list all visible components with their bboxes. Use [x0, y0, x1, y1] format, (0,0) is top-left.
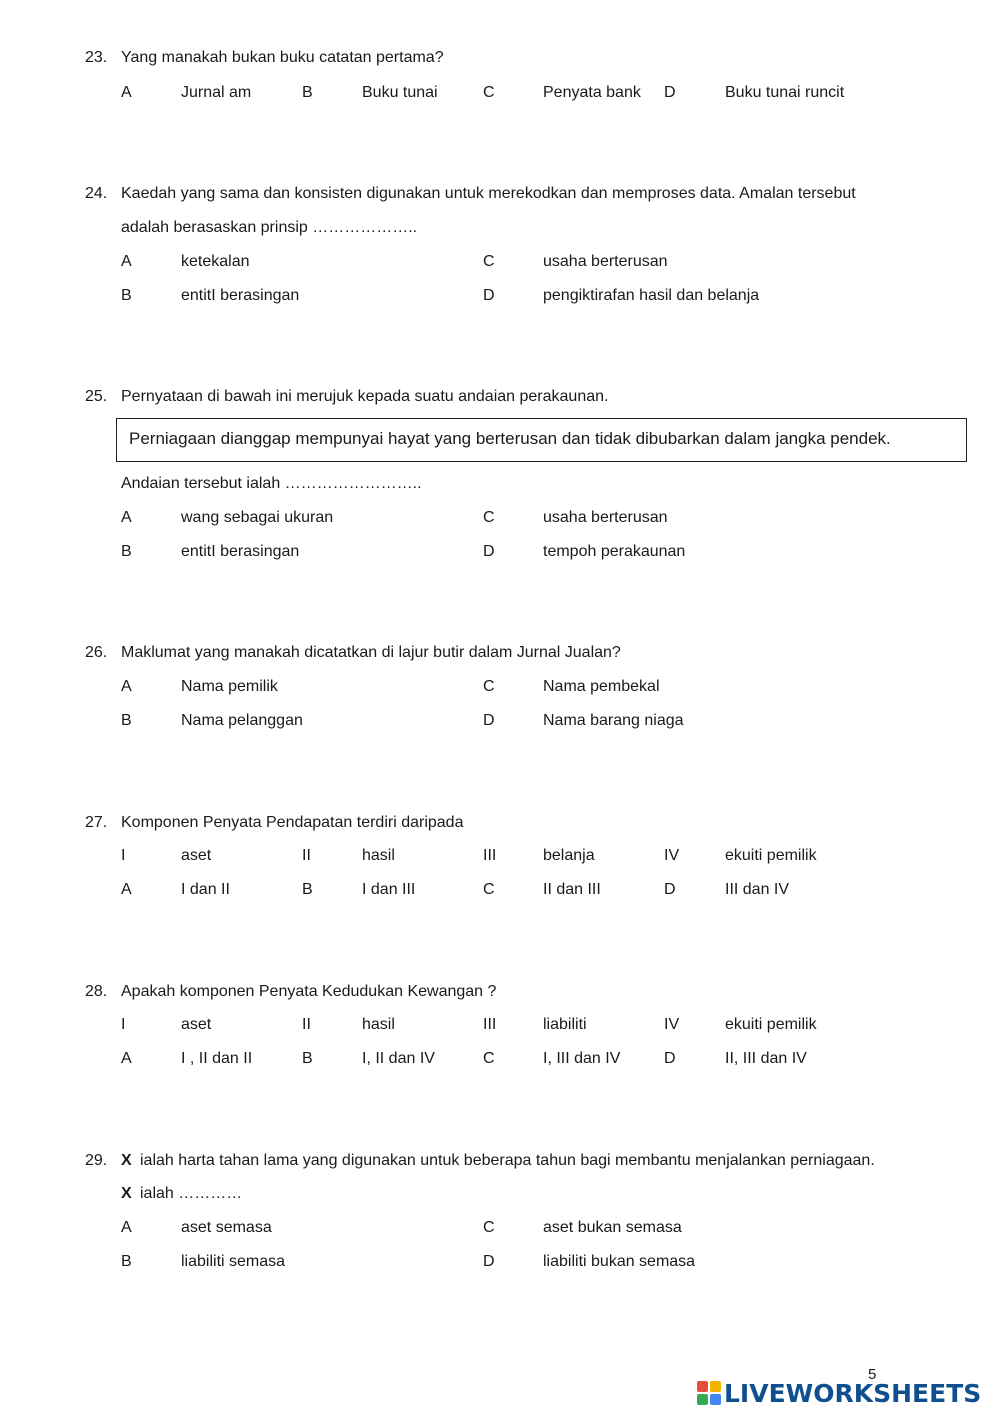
- option-text[interactable]: Nama pembekal: [543, 678, 660, 695]
- option-letter: B: [121, 287, 132, 304]
- question-number: 23.: [85, 49, 108, 66]
- option-letter: A: [121, 1050, 132, 1067]
- option-letter: B: [302, 1050, 313, 1067]
- option-letter: C: [483, 678, 495, 695]
- option-letter: C: [483, 509, 495, 526]
- option-letter: C: [483, 1050, 495, 1067]
- option-letter: C: [483, 84, 495, 101]
- logo-text: LIVEWORKSHEETS: [724, 1378, 982, 1408]
- variable-x: X: [121, 1185, 132, 1202]
- option-text[interactable]: I, II dan IV: [362, 1050, 435, 1067]
- option-text[interactable]: liabiliti semasa: [181, 1253, 286, 1270]
- option-text[interactable]: I, III dan IV: [543, 1050, 621, 1067]
- option-letter: D: [483, 1253, 495, 1270]
- option-text[interactable]: Nama pemilik: [181, 678, 278, 695]
- option-letter: A: [121, 1219, 132, 1236]
- roman-numeral: I: [121, 847, 126, 864]
- option-text[interactable]: I dan II: [181, 881, 230, 898]
- question-number: 26.: [85, 644, 108, 661]
- option-text[interactable]: Nama pelanggan: [181, 712, 303, 729]
- item-text: hasil: [362, 847, 395, 864]
- option-letter: A: [121, 881, 132, 898]
- option-letter: D: [483, 543, 495, 560]
- item-text: aset: [181, 847, 212, 864]
- item-text: belanja: [543, 847, 595, 864]
- option-letter: C: [483, 881, 495, 898]
- option-text[interactable]: III dan IV: [725, 881, 790, 898]
- option-text[interactable]: Penyata bank: [543, 84, 641, 101]
- question-text: adalah berasaskan prinsip ………………..: [121, 219, 418, 236]
- question-text: Pernyataan di bawah ini merujuk kepada suatu andaian perakaunan.: [121, 388, 609, 405]
- option-letter: D: [483, 712, 495, 729]
- option-letter: B: [121, 1253, 132, 1270]
- item-text: ekuiti pemilik: [725, 847, 817, 864]
- question-number: 25.: [85, 388, 108, 405]
- option-letter: C: [483, 1219, 495, 1236]
- option-letter: B: [121, 543, 132, 560]
- option-letter: B: [302, 881, 313, 898]
- option-letter: A: [121, 84, 132, 101]
- page-number: 5: [868, 1366, 877, 1383]
- option-text[interactable]: Buku tunai: [362, 84, 438, 101]
- item-text: aset: [181, 1016, 212, 1033]
- roman-numeral: III: [483, 847, 497, 864]
- question-number: 28.: [85, 983, 108, 1000]
- option-text[interactable]: I dan III: [362, 881, 416, 898]
- statement-text: Perniagaan dianggap mempunyai hayat yang berterusan dan tidak dibubarkan dalam jangka pendek.: [129, 429, 891, 448]
- question-text: Yang manakah bukan buku catatan pertama?: [121, 49, 444, 66]
- option-text[interactable]: Jurnal am: [181, 84, 252, 101]
- option-text[interactable]: aset semasa: [181, 1219, 272, 1236]
- option-text[interactable]: Nama barang niaga: [543, 712, 684, 729]
- option-text[interactable]: usaha berterusan: [543, 253, 668, 270]
- option-text[interactable]: pengiktirafan hasil dan belanja: [543, 287, 760, 304]
- question-number: 24.: [85, 185, 108, 202]
- option-text[interactable]: tempoh perakaunan: [543, 543, 686, 560]
- roman-numeral: IV: [664, 1016, 680, 1033]
- option-letter: B: [302, 84, 313, 101]
- option-text[interactable]: usaha berterusan: [543, 509, 668, 526]
- roman-numeral: III: [483, 1016, 497, 1033]
- statement-box: [116, 418, 967, 462]
- item-text: ekuiti pemilik: [725, 1016, 817, 1033]
- question-text: Apakah komponen Penyata Kedudukan Kewangan ?: [121, 983, 497, 1000]
- option-letter: A: [121, 509, 132, 526]
- roman-numeral: II: [302, 1016, 311, 1033]
- option-text[interactable]: ketekalan: [181, 253, 250, 270]
- option-letter: A: [121, 678, 132, 695]
- question-stem: ialah …………: [140, 1185, 243, 1202]
- option-letter: D: [664, 84, 676, 101]
- option-text[interactable]: II, III dan IV: [725, 1050, 807, 1067]
- question-stem: Andaian tersebut ialah ……………………..: [121, 475, 422, 492]
- question-text: Komponen Penyata Pendapatan terdiri daripada: [121, 814, 464, 831]
- question-text: Kaedah yang sama dan konsisten digunakan untuk merekodkan dan memproses data. Amalan tersebut: [121, 185, 856, 202]
- variable-x: X: [121, 1152, 132, 1169]
- item-text: hasil: [362, 1016, 395, 1033]
- option-letter: C: [483, 253, 495, 270]
- option-text[interactable]: II dan III: [543, 881, 601, 898]
- option-text[interactable]: I , II dan II: [181, 1050, 253, 1067]
- option-text[interactable]: entitI berasingan: [181, 287, 300, 304]
- logo-icon: [697, 1381, 721, 1405]
- roman-numeral: I: [121, 1016, 126, 1033]
- option-text[interactable]: liabiliti bukan semasa: [543, 1253, 696, 1270]
- item-text: liabiliti: [543, 1016, 587, 1033]
- option-text[interactable]: wang sebagai ukuran: [181, 509, 334, 526]
- roman-numeral: IV: [664, 847, 680, 864]
- roman-numeral: II: [302, 847, 311, 864]
- question-text: ialah harta tahan lama yang digunakan untuk beberapa tahun bagi membantu menjalankan perniagaan.: [140, 1152, 875, 1169]
- option-text[interactable]: entitI berasingan: [181, 543, 300, 560]
- option-letter: D: [664, 881, 676, 898]
- liveworksheets-logo[interactable]: [697, 1378, 981, 1408]
- question-text: Maklumat yang manakah dicatatkan di lajur butir dalam Jurnal Jualan?: [121, 644, 621, 661]
- option-letter: A: [121, 253, 132, 270]
- option-text[interactable]: aset bukan semasa: [543, 1219, 682, 1236]
- option-letter: D: [483, 287, 495, 304]
- option-letter: B: [121, 712, 132, 729]
- question-number: 27.: [85, 814, 108, 831]
- option-letter: D: [664, 1050, 676, 1067]
- option-text[interactable]: Buku tunai runcit: [725, 84, 845, 101]
- question-number: 29.: [85, 1152, 108, 1169]
